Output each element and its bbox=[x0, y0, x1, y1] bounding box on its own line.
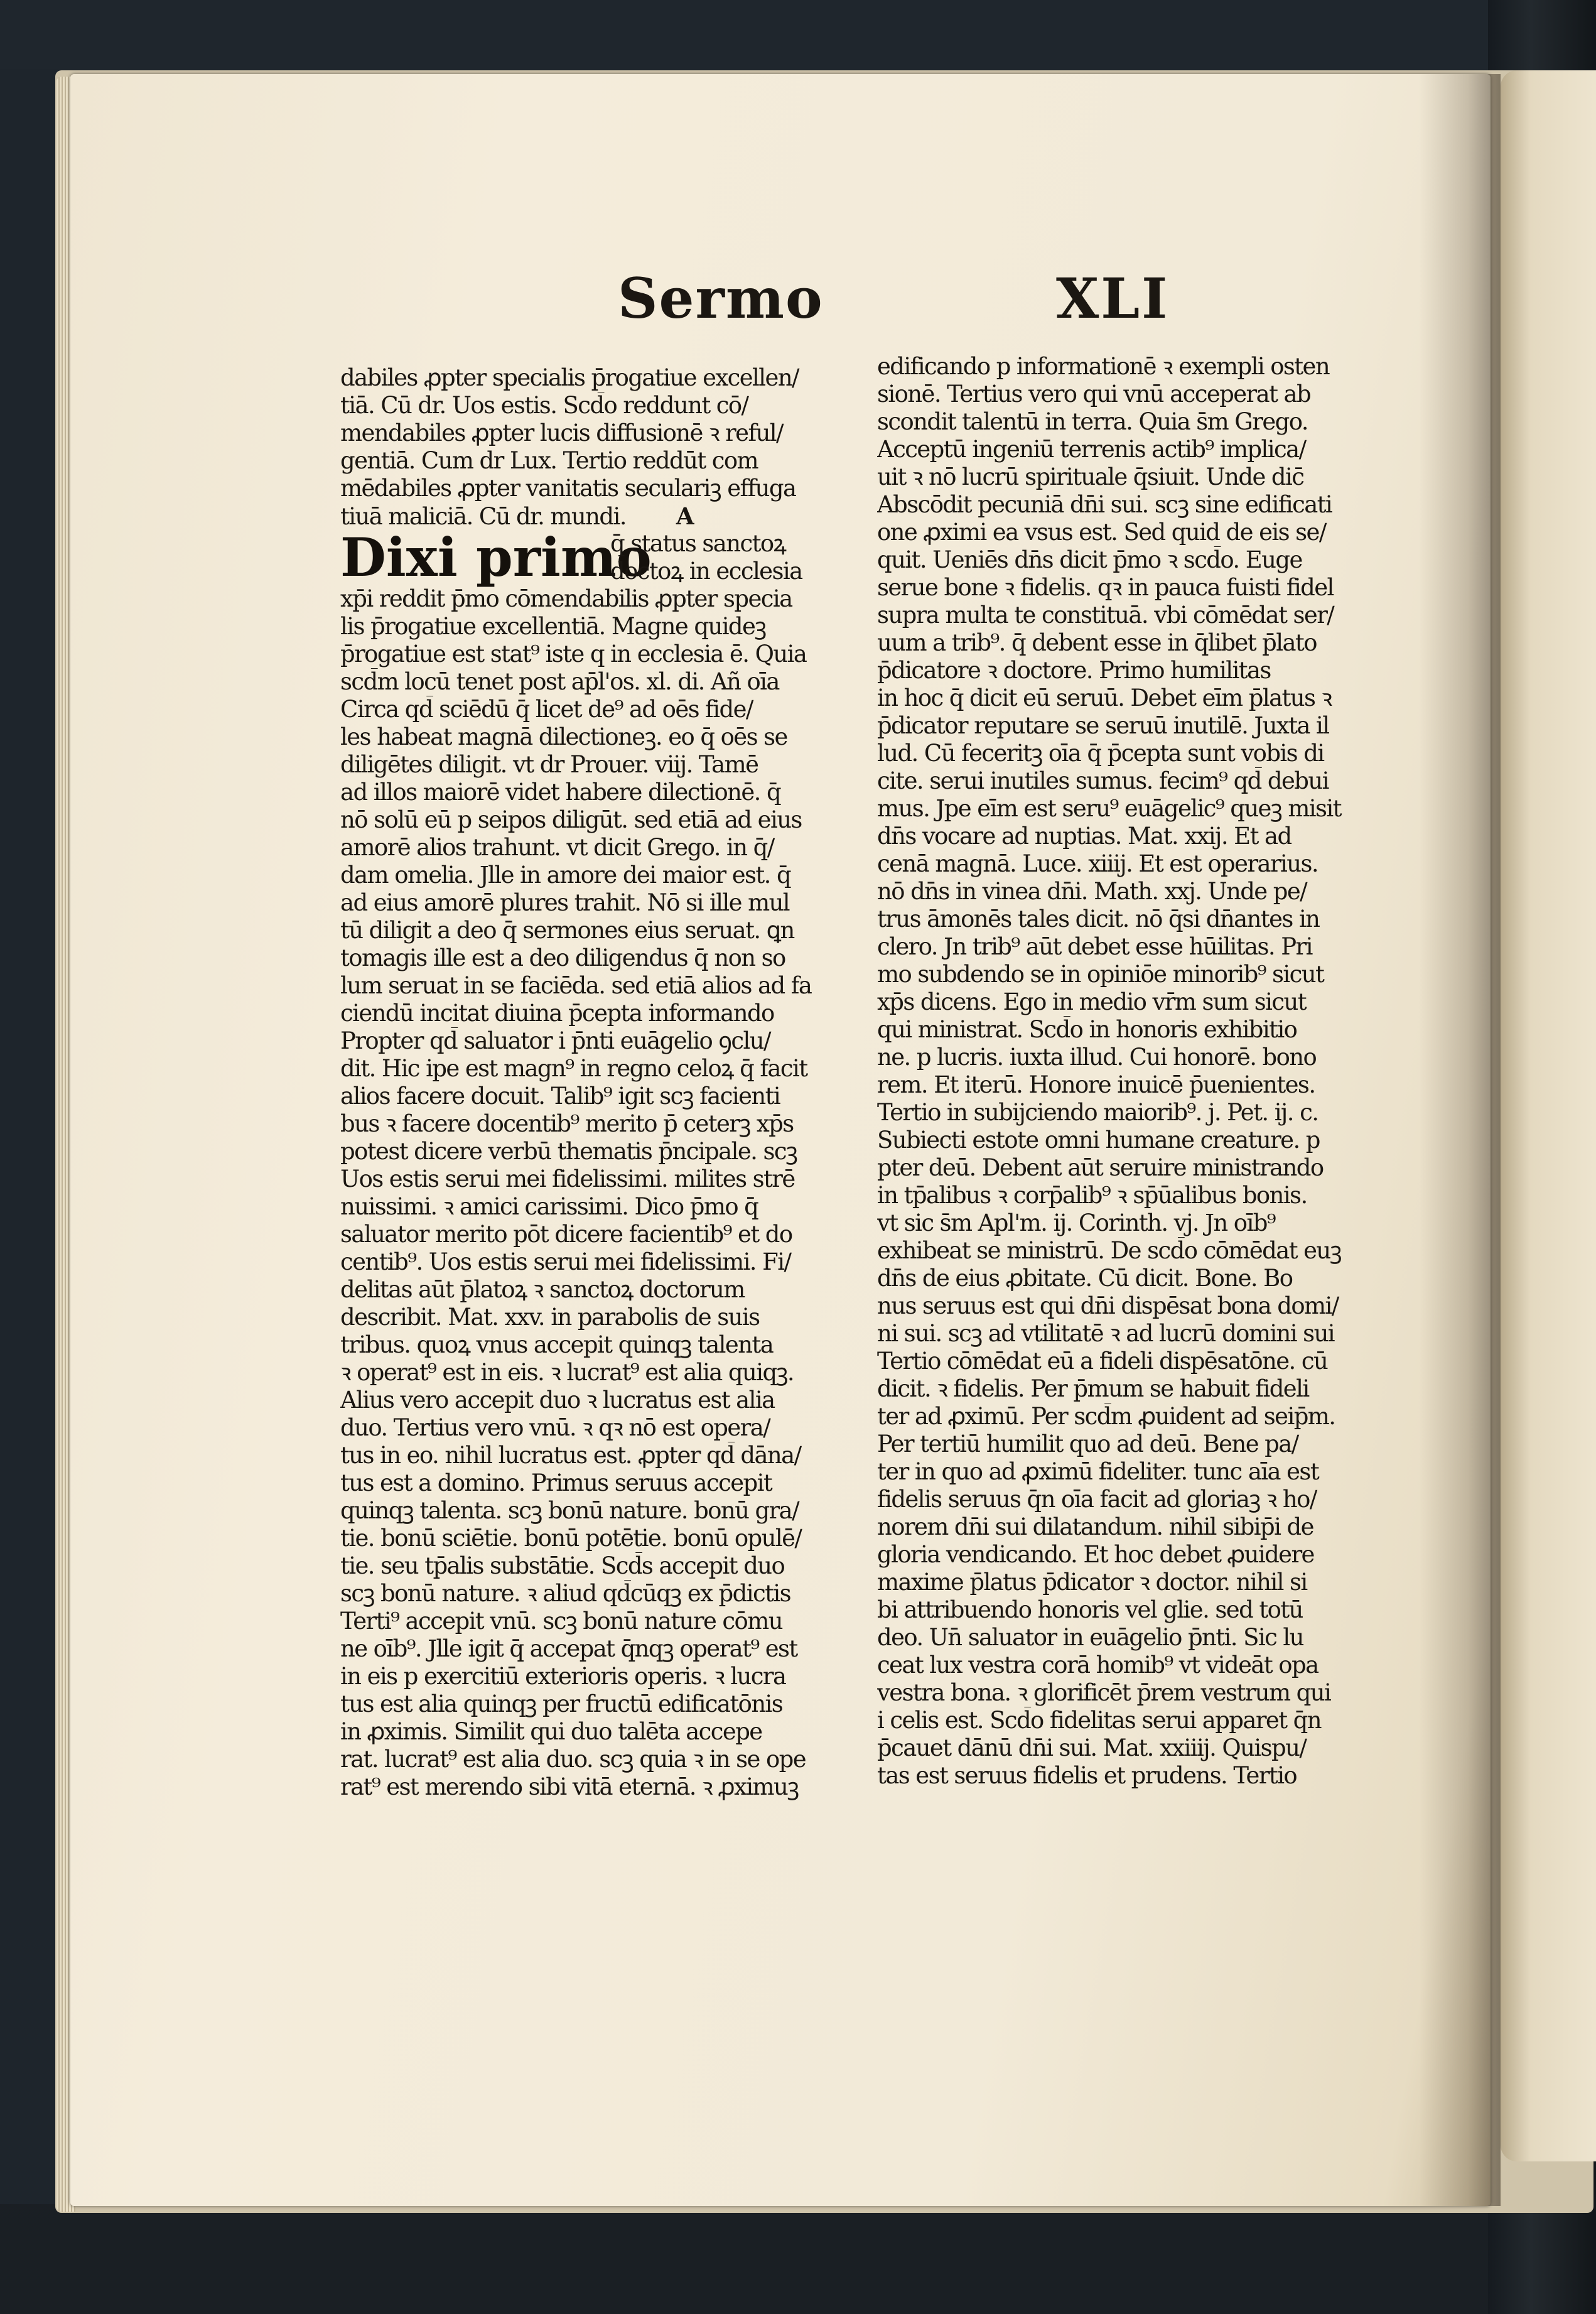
text-line: uum a trib⁹. q̄ debent esse in q̄libet p̄lato bbox=[877, 629, 1317, 656]
text-line: rat. lucrat⁹ est alia duo. scꝫ quia ꝛ in se ope bbox=[340, 1746, 806, 1773]
text-line: nō dn̄s in vinea dn̄i. Math. xxj. Unde pe/ bbox=[877, 878, 1307, 905]
text-line: dn̄s vocare ad nuptias. Mat. xxij. Et ad bbox=[877, 823, 1291, 850]
text-line: quinqꝫ talenta. scꝫ bonū nature. bonū gra/ bbox=[340, 1497, 799, 1524]
text-line: gloria vendicando. Et hoc debet ꝓuidere bbox=[877, 1541, 1314, 1568]
text-line: in hoc q̄ dicit eū seruū. Debet eīm p̄latus ꝛ bbox=[877, 684, 1332, 711]
text-line: norem dn̄i sui dilatandum. nihil sibip̄i de bbox=[877, 1513, 1313, 1540]
text-line: describit. Mat. xxv. in parabolis de suis bbox=[340, 1304, 760, 1331]
text-line: p̄dicator reputare se seruū inutilē. Juxta il bbox=[877, 712, 1329, 739]
text-line: ter in quo ad ꝓximū fideliter. tunc aīa est bbox=[877, 1458, 1319, 1485]
text-line: gentiā. Cum dr Lux. Tertio reddūt com bbox=[340, 447, 758, 474]
gutter-shadow bbox=[1419, 74, 1501, 2206]
text-line: qui ministrat. Scd̄o in honoris exhibitio bbox=[877, 1016, 1297, 1043]
text-line: tribus. quoꝝ vnus accepit quinqꝫ talenta bbox=[340, 1331, 774, 1358]
text-line: tie. bonū sciētie. bonū potētie. bonū opulē/ bbox=[340, 1525, 802, 1552]
background-bottom bbox=[0, 2204, 1596, 2314]
text-line: p̄cauet dānū dn̄i sui. Mat. xxiiij. Quispu/ bbox=[877, 1734, 1307, 1761]
text-line: p̄rogatiue est stat⁹ iste q in ecclesia ē. Quia bbox=[340, 641, 807, 668]
drop-cap-heading: Dixi primo bbox=[340, 526, 652, 588]
text-line: lum seruat in se faciēda. sed etiā alios ad fa bbox=[340, 972, 812, 999]
text-line: ad eius amorē plures trahit. Nō si ille mul bbox=[340, 889, 790, 916]
heading-continuation-2: doctoꝝ in ecclesia bbox=[610, 558, 802, 585]
text-line: clero. Jn trib⁹ aūt debet esse hūilitas. Pri bbox=[877, 933, 1312, 960]
text-line: p̄dicatore ꝛ doctore. Primo humilitas bbox=[877, 657, 1271, 684]
text-line: rem. Et iterū. Honore inuicē p̄uenientes. bbox=[877, 1071, 1315, 1098]
text-line: tomagis ille est a deo diligendus q̄ non so bbox=[340, 944, 785, 971]
text-line: nus seruus est qui dn̄i dispēsat bona domi/ bbox=[877, 1292, 1339, 1319]
text-line: dicit. ꝛ fidelis. Per p̄mum se habuit fideli bbox=[877, 1375, 1309, 1402]
text-line: xp̄i reddit p̄mo cōmendabilis ꝓpter specia bbox=[340, 585, 792, 612]
text-line: mus. Jpe eīm est seru⁹ euāgelic⁹ queꝫ misit bbox=[877, 795, 1341, 822]
text-line: vestra bona. ꝛ glorificēt p̄rem vestrum qui bbox=[877, 1679, 1331, 1706]
text-line: dabiles ꝓpter specialis p̄rogatiue excellen/ bbox=[340, 364, 799, 391]
right-text-column bbox=[877, 353, 1386, 1790]
page-header bbox=[70, 266, 1491, 335]
text-line: bus ꝛ facere docentib⁹ merito p̄ ceterꝫ xp̄s bbox=[340, 1110, 794, 1137]
text-line: mendabiles ꝓpter lucis diffusionē ꝛ reful/ bbox=[340, 419, 783, 446]
text-line: lis p̄rogatiue excellentiā. Magne quideꝫ bbox=[340, 613, 766, 640]
text-line: scondit talentū in terra. Quia s̄m Grego. bbox=[877, 408, 1308, 435]
text-line: delitas aūt p̄latoꝝ ꝛ sanctoꝝ doctorum bbox=[340, 1276, 745, 1303]
section-mark: A bbox=[676, 502, 693, 530]
text-line: cenā magnā. Luce. xiiij. Et est operarius. bbox=[877, 850, 1318, 877]
text-line: les habeat magnā dilectioneꝫ. eo q̄ oēs se bbox=[340, 723, 787, 750]
text-line: amorē alios trahunt. vt dicit Grego. in q̄/ bbox=[340, 834, 774, 861]
left-column-opening bbox=[340, 364, 849, 530]
text-line: Tertio cōmēdat eū a fideli dispēsatōne. cū bbox=[877, 1348, 1328, 1375]
text-line: scd̄m locū tenet post ap̄l'os. xl. di. Añ oīa bbox=[340, 668, 779, 695]
text-line: pter deū. Debent aūt seruire ministrando bbox=[877, 1154, 1324, 1181]
text-line: tas est seruus fidelis et prudens. Tertio bbox=[877, 1762, 1297, 1789]
text-line: ad illos maiorē videt habere dilectionē. q̄ bbox=[340, 779, 781, 806]
text-line: edificando p informationē ꝛ exempli osten bbox=[877, 353, 1330, 380]
text-line: nō solū eū p seipos diligūt. sed etiā ad eius bbox=[340, 806, 802, 833]
text-line: exhibeat se ministrū. De scd̄o cōmēdat euꝫ bbox=[877, 1237, 1341, 1264]
text-line: tus est alia quinqꝫ per fructū edificatōnis bbox=[340, 1690, 783, 1717]
background-top bbox=[0, 0, 1596, 69]
text-line: in eis p exercitiū exterioris operis. ꝛ lucra bbox=[340, 1663, 786, 1690]
text-line: ciendū incitat diuina p̄cepta informando bbox=[340, 1000, 774, 1027]
text-line: bi attribuendo honoris vel glie. sed totū bbox=[877, 1596, 1303, 1623]
text-line: Circa qd̄ sciēdū q̄ licet de⁹ ad oēs fide/ bbox=[340, 696, 753, 723]
text-line: scꝫ bonū nature. ꝛ aliud qd̄cūqꝫ ex p̄dictis bbox=[340, 1580, 790, 1607]
text-line: xp̄s dicens. Ego in medio vr̄m sum sicut bbox=[877, 988, 1307, 1015]
text-line: tiuā maliciā. Cū dr. mundi. A bbox=[340, 502, 693, 530]
facing-page-edge bbox=[1501, 70, 1596, 2161]
text-line: Subiecti estote omni humane creature. p bbox=[877, 1127, 1320, 1154]
text-line: alios facere docuit. Talib⁹ igit scꝫ facienti bbox=[340, 1083, 780, 1110]
text-line: dam omelia. Jlle in amore dei maior est. q̄ bbox=[340, 862, 791, 889]
text-line: uit ꝛ nō lucrū spirituale q̄siuit. Unde dic̄ bbox=[877, 463, 1304, 490]
text-line: in tp̄alibus ꝛ corp̄alib⁹ ꝛ sp̄ūalibus bonis. bbox=[877, 1182, 1307, 1209]
right-column-body bbox=[877, 353, 1386, 1790]
text-line: dn̄s de eius ꝓbitate. Cū dicit. Bone. Bo bbox=[877, 1265, 1293, 1292]
text-line: ni sui. scꝫ ad vtilitatē ꝛ ad lucrū domini sui bbox=[877, 1320, 1335, 1347]
text-line: ne. p lucris. iuxta illud. Cui honorē. bono bbox=[877, 1044, 1317, 1071]
left-text-column bbox=[340, 364, 849, 1801]
text-line: ter ad ꝓximū. Per scd̄m ꝓuident ad seip̄m. bbox=[877, 1403, 1335, 1430]
text-line: tiā. Cū dr. Uos estis. Scd̄o reddunt cō/ bbox=[340, 392, 748, 419]
text-line: cite. serui inutiles sumus. fecim⁹ qd̄ debui bbox=[877, 767, 1329, 794]
text-line: i celis est. Scd̄o fidelitas serui apparet q̄n bbox=[877, 1707, 1321, 1734]
text-line: Tertio in subijciendo maiorib⁹. j. Pet. ij. c. bbox=[877, 1099, 1318, 1126]
text-line: tus est a domino. Primus seruus accepit bbox=[340, 1469, 772, 1496]
text-line: one ꝓximi ea vsus est. Sed quid de eis se/ bbox=[877, 519, 1326, 546]
text-line: potest dicere verbū thematis p̄ncipale. scꝫ bbox=[340, 1138, 797, 1165]
text-line: ꝛ operat⁹ est in eis. ꝛ lucrat⁹ est alia quiqꝫ. bbox=[340, 1359, 794, 1386]
left-column-body bbox=[340, 585, 849, 1801]
text-line: Uos estis serui mei fidelissimi. milites strē bbox=[340, 1165, 795, 1192]
text-line: serue bone ꝛ fidelis. qꝛ in pauca fuisti fidel bbox=[877, 574, 1334, 601]
text-line: trus āmonēs tales dicit. nō q̄si dn̄antes in bbox=[877, 906, 1320, 933]
text-line: saluator merito pōt dicere facientib⁹ et do bbox=[340, 1221, 792, 1248]
heading-continuation-1: q̄ status sanctoꝝ bbox=[610, 530, 786, 557]
folio-number: XLI bbox=[1056, 266, 1170, 331]
text-line: tie. seu tp̄alis substātie. Scd̄s accepit duo bbox=[340, 1552, 785, 1579]
section-opening bbox=[340, 526, 849, 588]
text-line: sionē. Tertius vero qui vnū acceperat ab bbox=[877, 381, 1311, 408]
text-line: mo subdendo se in opiniōe minorib⁹ sicut bbox=[877, 961, 1324, 988]
text-line: ne oīb⁹. Jlle igit q̄ accepat q̄nqꝫ operat⁹ est bbox=[340, 1635, 797, 1662]
text-line: dit. Hic ipe est magn⁹ in regno celoꝝ q̄ facit bbox=[340, 1055, 807, 1082]
text-line: rat⁹ est merendo sibi vitā eternā. ꝛ ꝓximuꝫ bbox=[340, 1773, 799, 1800]
text-line: Terti⁹ accepit vnū. scꝫ bonū nature cōmu bbox=[340, 1608, 782, 1635]
text-line: supra multa te constituā. vbi cōmēdat ser/ bbox=[877, 602, 1334, 629]
text-line: tū diligit a deo q̄ sermones eius seruat. ꝗn bbox=[340, 917, 794, 944]
text-line: centib⁹. Uos estis serui mei fidelissimi. Fi/ bbox=[340, 1248, 791, 1275]
text-line: mēdabiles ꝓpter vanitatis seculariꝫ effuga bbox=[340, 475, 796, 502]
running-head: Sermo bbox=[618, 266, 824, 331]
text-line: nuissimi. ꝛ amici carissimi. Dico p̄mo q̄ bbox=[340, 1193, 758, 1220]
text-line: Propter qd̄ saluator i p̄nti euāgelio ꝯclu/ bbox=[340, 1027, 770, 1054]
text-line: Acceptū ingeniū terrenis actib⁹ implica/ bbox=[877, 436, 1306, 463]
text-line: ceat lux vestra corā homib⁹ vt videāt opa bbox=[877, 1652, 1318, 1679]
text-line: duo. Tertius vero vnū. ꝛ qꝛ nō est opera/ bbox=[340, 1414, 770, 1441]
text-line: Alius vero accepit duo ꝛ lucratus est alia bbox=[340, 1387, 775, 1414]
text-line: vt sic s̄m Apl'm. ij. Corinth. vj. Jn oīb⁹ bbox=[877, 1209, 1276, 1236]
text-line: lud. Cū feceritꝫ oīa q̄ p̄cepta sunt vobis di bbox=[877, 740, 1324, 767]
text-line: diligētes diligit. vt dr Prouer. viij. Tamē bbox=[340, 751, 758, 778]
text-line: tus in eo. nihil lucratus est. ꝓpter qd̄ dāna/ bbox=[340, 1442, 801, 1469]
text-line: deo. Un̄ saluator in euāgelio p̄nti. Sic lu bbox=[877, 1624, 1303, 1651]
text-line: Per tertiū humilit quo ad deū. Bene pa/ bbox=[877, 1430, 1298, 1457]
text-line: fidelis seruus q̄n oīa facit ad gloriaꝫ ꝛ ho/ bbox=[877, 1486, 1317, 1513]
text-line: quit. Ueniēs dn̄s dicit p̄mo ꝛ scd̄o. Euge bbox=[877, 546, 1302, 573]
text-line: Abscōdit pecuniā dn̄i sui. scꝫ sine edificati bbox=[877, 491, 1332, 518]
text-line: in ꝓximis. Similit qui duo talēta accepe bbox=[340, 1718, 762, 1745]
text-line: maxime p̄latus p̄dicator ꝛ doctor. nihil si bbox=[877, 1569, 1307, 1596]
book-page bbox=[70, 74, 1491, 2206]
